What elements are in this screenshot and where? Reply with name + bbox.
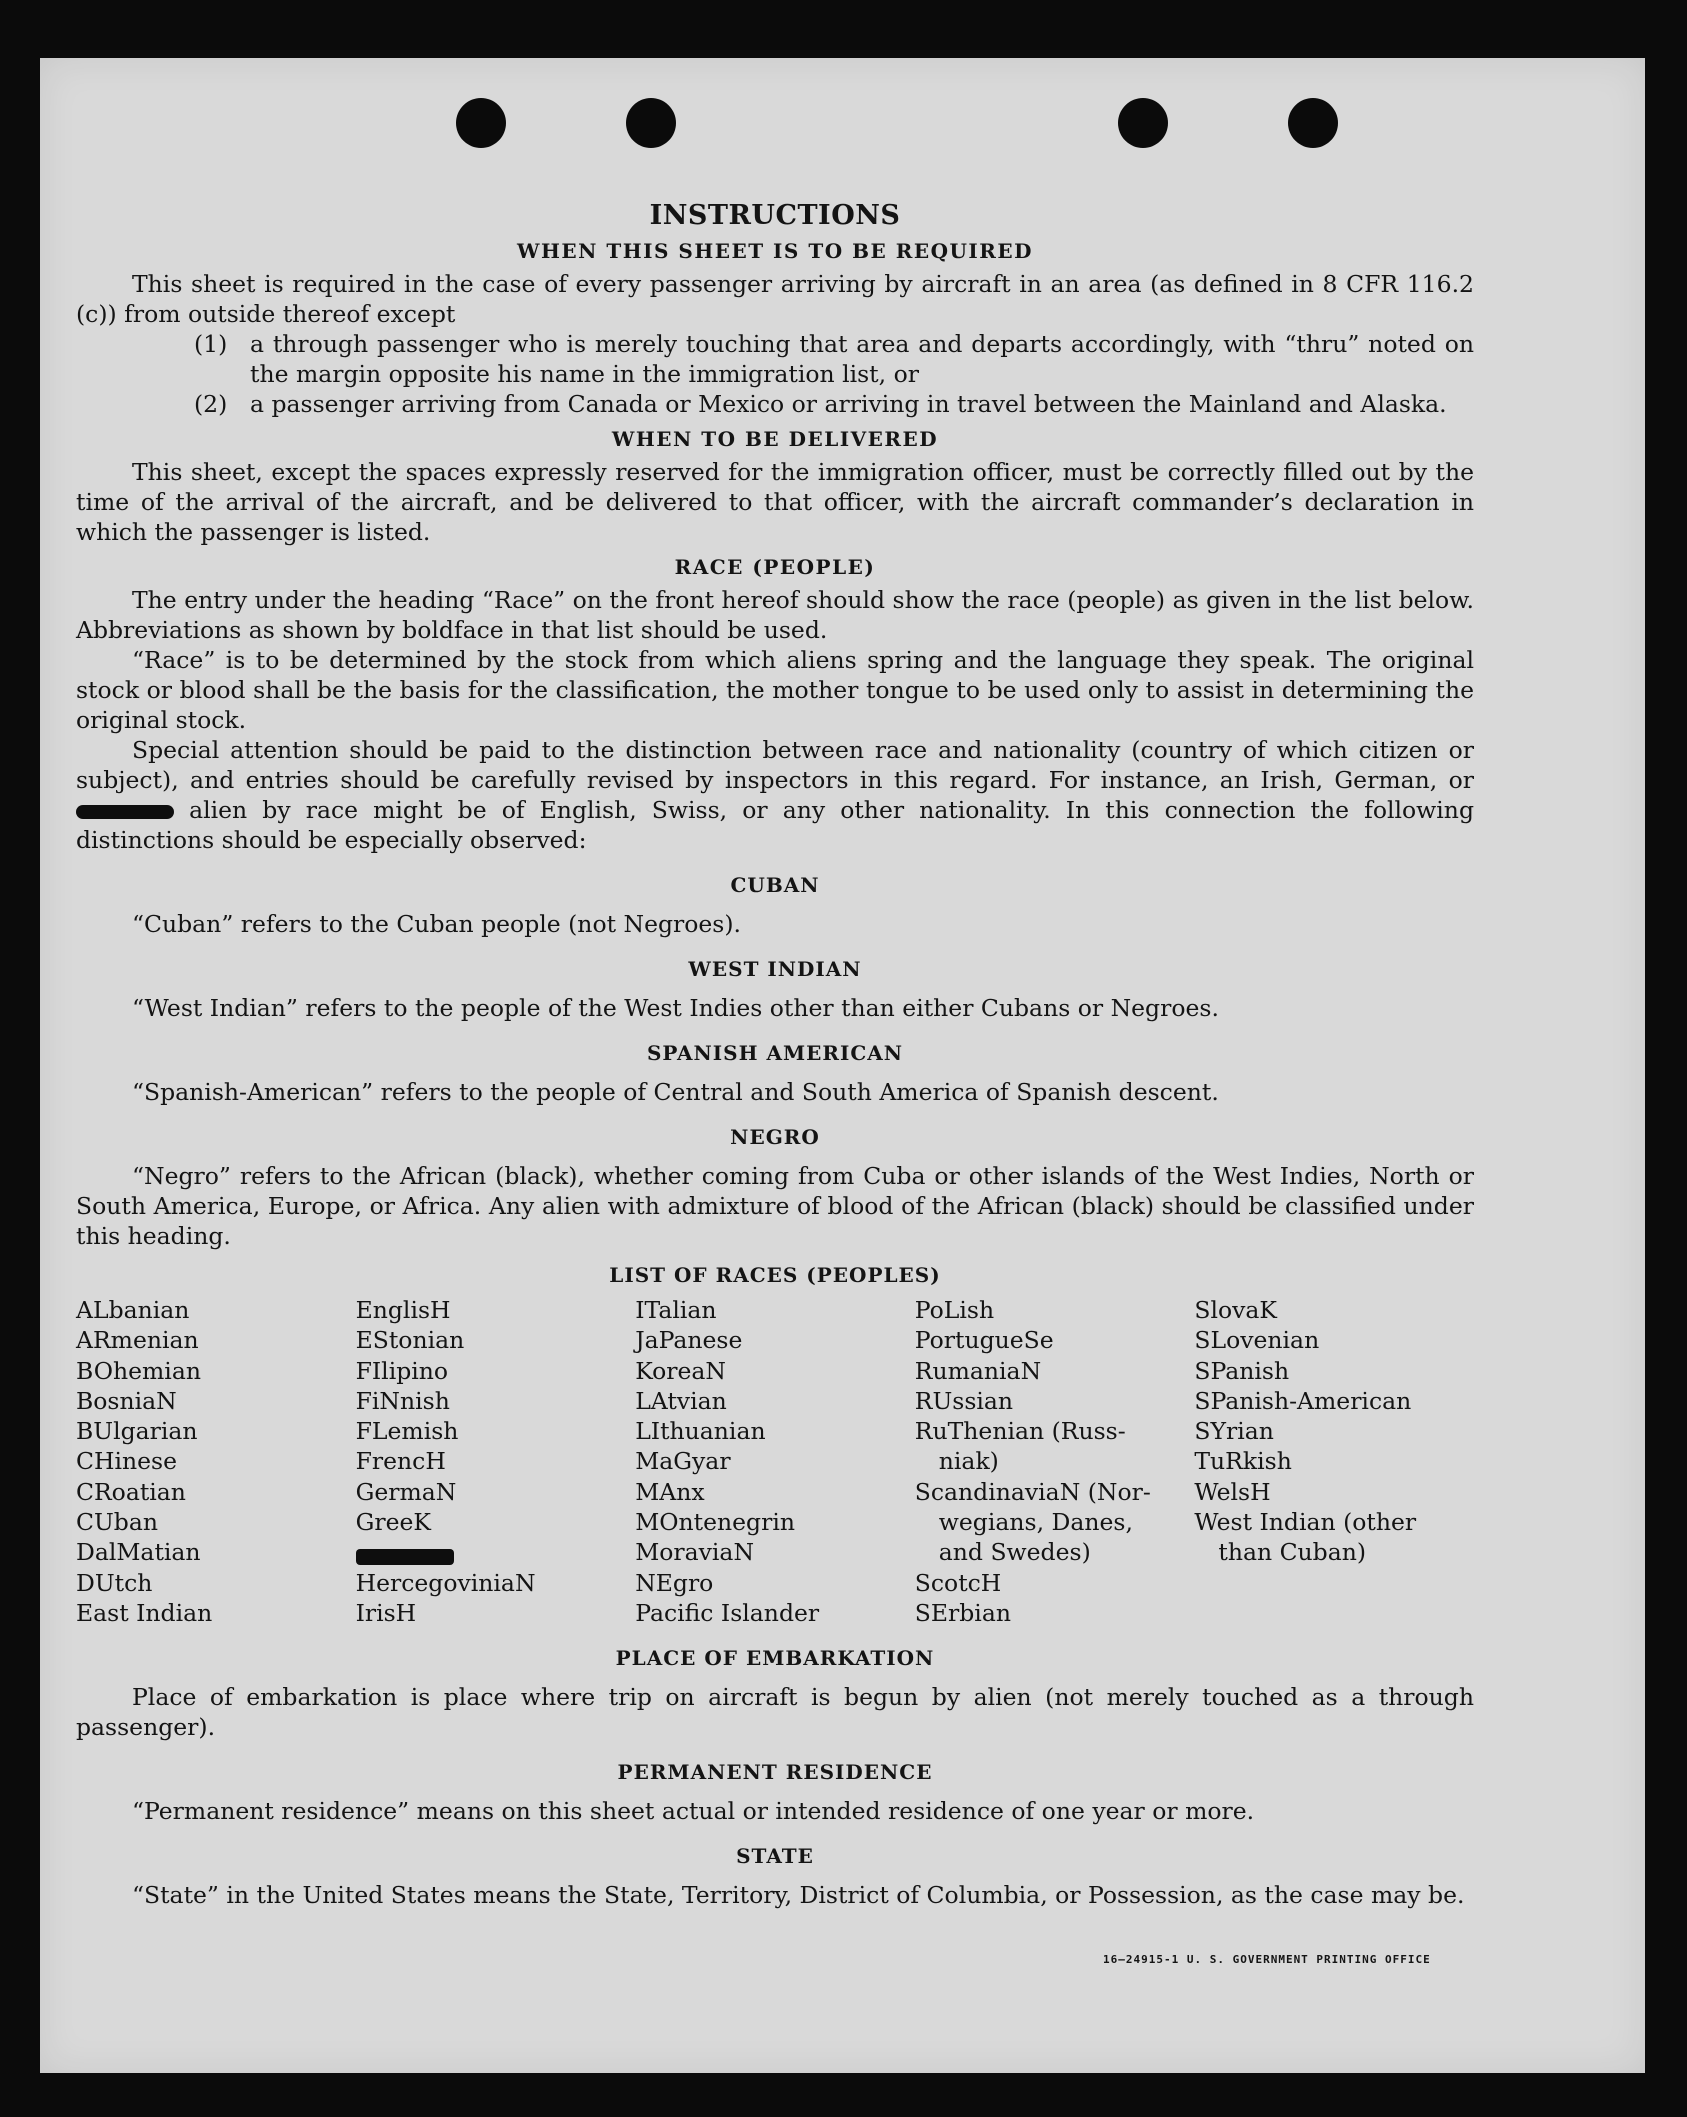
race-entry: FiNnish — [355, 1386, 450, 1415]
races-list — [76, 1295, 1474, 1628]
embarkation-heading: PLACE OF EMBARKATION — [615, 1646, 935, 1671]
race-entry: ARmenian — [76, 1326, 199, 1355]
race-entry: PoLish — [914, 1296, 995, 1324]
page-title: INSTRUCTIONS — [649, 200, 901, 231]
race-entry-continued: niak) — [938, 1447, 999, 1476]
race-entry: FLemish — [355, 1417, 459, 1446]
race-entry: RuThenian (Russ- — [914, 1417, 1126, 1446]
races-column — [1194, 1295, 1474, 1628]
embarkation-text: Place of embarkation is place where trip on aircraft is begun by alien (not merely touched as a through passenger). — [76, 1683, 1474, 1742]
race-entry: Pacific Islander — [635, 1598, 820, 1627]
race-entry: RUssian — [914, 1386, 1014, 1415]
race-entry: BOhemian — [76, 1356, 201, 1385]
race-entry-redacted — [356, 1537, 636, 1567]
race-entry: East Indian — [76, 1598, 213, 1627]
race-entry: ITalian — [635, 1296, 717, 1324]
section-heading-delivered: WHEN TO BE DELIVERED — [611, 427, 939, 451]
race-entry-continued: wegians, Danes, — [938, 1508, 1133, 1537]
west-indian-text: “West Indian” refers to the people of the West Indies other than either Cubans or Negroes. — [132, 994, 1219, 1022]
race-entry-continued: and Swedes) — [938, 1538, 1091, 1567]
race-paragraph-1: The entry under the heading “Race” on the front hereof should show the race (people) as given in the list below. Abbreviations as shown by boldface in that list should be used. — [76, 586, 1474, 644]
list-of-races-heading: LIST OF RACES (PEOPLES) — [609, 1263, 941, 1287]
race-entry: West Indian (other — [1194, 1508, 1417, 1537]
races-column — [356, 1295, 636, 1628]
race-entry: IrisH — [355, 1598, 417, 1627]
section-heading-required: WHEN THIS SHEET IS TO BE REQUIRED — [517, 239, 1033, 263]
punch-hole — [626, 98, 676, 148]
race-paragraph-2: “Race” is to be determined by the stock from which aliens spring and the language they speak. The original stock or blood shall be the basis for the classification, the mother tongue to be used only to assist in determining the original stock. — [76, 646, 1474, 734]
spanish-american-text: “Spanish-American” refers to the people of Central and South America of Spanish descent. — [132, 1078, 1219, 1106]
race-entry: MaGyar — [635, 1447, 731, 1476]
section-heading-race: RACE (PEOPLE) — [674, 555, 876, 579]
race-entry: MOntenegrin — [635, 1508, 795, 1537]
race-entry: SLovenian — [1194, 1326, 1320, 1355]
cuban-text: “Cuban” refers to the Cuban people (not Negroes). — [132, 910, 742, 938]
permanent-residence-text: “Permanent residence” means on this sheet actual or intended residence of one year or more. — [132, 1797, 1255, 1826]
instructions-body — [76, 200, 1474, 1910]
race-entry: EnglisH — [355, 1296, 451, 1324]
exception-item: (1) a through passenger who is merely touching that area and departs accordingly, with “thru” noted on the margin opposite his name in the immigration list, or — [194, 330, 1474, 388]
race-entry: HercegoviniaN — [355, 1568, 536, 1597]
race-entry: MAnx — [635, 1477, 705, 1506]
races-column — [915, 1295, 1195, 1628]
west-indian-heading: WEST INDIAN — [688, 957, 862, 981]
race-entry: GreeK — [355, 1508, 431, 1537]
redaction-mark — [76, 805, 174, 819]
race-entry: KoreaN — [635, 1356, 726, 1385]
redaction-mark — [356, 1549, 454, 1565]
negro-heading: NEGRO — [730, 1125, 820, 1149]
race-entry: WelsH — [1194, 1477, 1271, 1506]
race-entry: PortugueSe — [914, 1326, 1054, 1355]
race-entry: DalMatian — [76, 1538, 201, 1567]
race-entry: SlovaK — [1194, 1296, 1277, 1324]
races-column — [76, 1295, 356, 1628]
race-entry-continued: than Cuban) — [1218, 1538, 1367, 1567]
race-paragraph-3: Special attention should be paid to the distinction between race and nationality (country of which citizen or subject), and entries should be carefully revised by inspectors in this regard. For instance, an Irish, German, or alien by race might be of English, Swiss, or any other nationality. In this connection the following distinctions should be especially observed: — [76, 736, 1474, 854]
race-entry: LIthuanian — [635, 1417, 766, 1446]
state-heading: STATE — [736, 1844, 814, 1869]
cuban-heading: CUBAN — [730, 873, 820, 897]
spanish-american-heading: SPANISH AMERICAN — [646, 1041, 904, 1065]
printer-imprint: 16—24915-1 U. S. GOVERNMENT PRINTING OFFICE — [1103, 1953, 1431, 1966]
race-entry: CUban — [76, 1508, 158, 1537]
race-entry: BUlgarian — [76, 1417, 198, 1446]
race-entry: SPanish-American — [1194, 1386, 1412, 1415]
punch-hole — [1118, 98, 1168, 148]
state-text: “State” in the United States means the State, Territory, District of Columbia, or Possession, as the case may be. — [132, 1881, 1465, 1910]
race-entry: NEgro — [635, 1568, 714, 1597]
race-entry: JaPanese — [635, 1326, 743, 1355]
race-entry: FrencH — [355, 1447, 446, 1476]
race-entry: SPanish — [1194, 1356, 1290, 1385]
race-entry: GermaN — [355, 1477, 457, 1506]
delivered-paragraph: This sheet, except the spaces expressly reserved for the immigration officer, must be correctly filled out by the time of the arrival of the aircraft, and be delivered to that officer, with the aircraft commander’s declaration in which the passenger is listed. — [76, 458, 1474, 546]
race-entry: TuRkish — [1194, 1447, 1292, 1476]
race-entry: LAtvian — [635, 1386, 727, 1415]
race-entry: MoraviaN — [635, 1538, 755, 1567]
race-entry: CHinese — [76, 1447, 177, 1476]
race-entry: SYrian — [1194, 1417, 1274, 1446]
race-entry: ScandinaviaN (Nor- — [914, 1477, 1151, 1506]
race-entry: RumaniaN — [914, 1356, 1042, 1385]
race-entry: ScotcH — [914, 1568, 1002, 1597]
races-column — [635, 1295, 915, 1628]
punch-hole — [1288, 98, 1338, 148]
race-entry: ALbanian — [76, 1296, 190, 1324]
punch-hole — [456, 98, 506, 148]
race-entry: BosniaN — [76, 1386, 177, 1415]
race-entry: CRoatian — [76, 1477, 186, 1506]
permanent-residence-heading: PERMANENT RESIDENCE — [617, 1760, 933, 1785]
race-entry: EStonian — [355, 1326, 465, 1355]
race-entry: FIlipino — [355, 1356, 449, 1385]
negro-text: “Negro” refers to the African (black), whether coming from Cuba or other islands of the West Indies, North or South America, Europe, or Africa. Any alien with admixture of blood of the African (black) should be classified under this heading. — [76, 1162, 1474, 1250]
required-paragraph: This sheet is required in the case of every passenger arriving by aircraft in an area (as defined in 8 CFR 116.2 (c)) from outside thereof except — [76, 270, 1474, 328]
exception-item: (2) a passenger arriving from Canada or Mexico or arriving in travel between the Mainland and Alaska. — [194, 390, 1447, 418]
race-entry: DUtch — [76, 1568, 153, 1597]
race-entry: SErbian — [914, 1598, 1011, 1627]
